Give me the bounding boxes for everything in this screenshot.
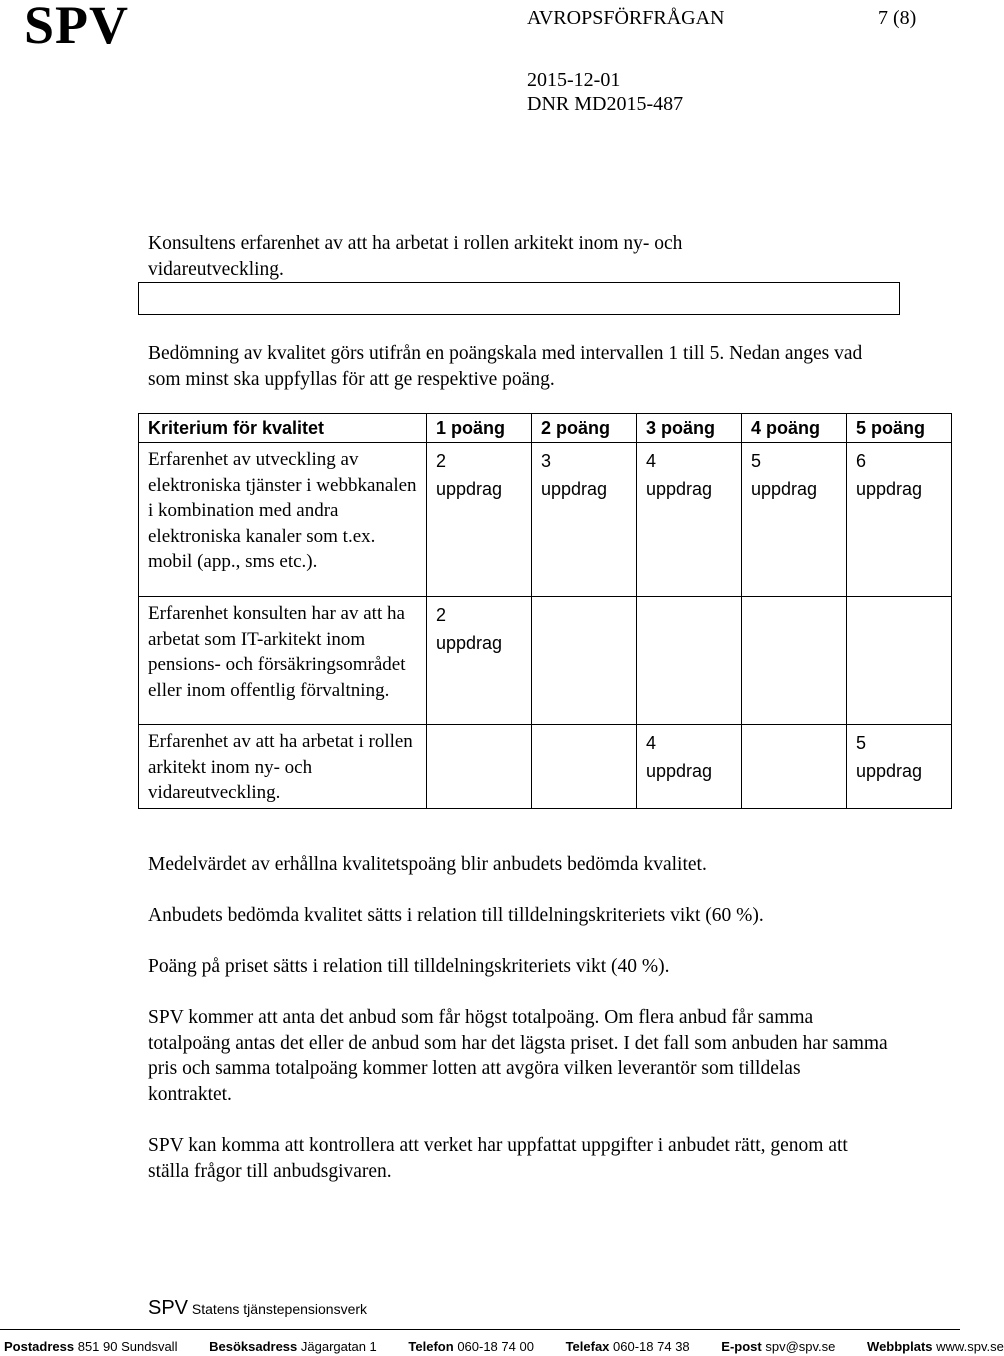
score-cell: 2 uppdrag [427,443,532,597]
postadress-label: Postadress [4,1339,75,1354]
webbplats-label: Webbplats [867,1339,933,1354]
table-row [139,443,952,597]
telefon-value: 060-18 74 00 [457,1339,534,1354]
footer-contact [4,1338,1004,1356]
criterion-cell: Erfarenhet av att ha arbetat i rollen arkitekt inom ny- och vidareutveckling. [139,725,427,809]
document-type: AVROPSFÖRFRÅGAN [527,7,725,29]
score-cell: 5 uppdrag [742,443,847,597]
score-cell [637,597,742,725]
score-cell [532,597,637,725]
footer-divider [0,1329,960,1330]
criterion-cell: Erfarenhet konsulten har av att ha arbetat som IT-arkitekt inom pensions- och försäkringsområdet eller inom offentlig förvaltning. [139,597,427,725]
footer-organisation [148,1297,367,1320]
header-2-points: 2 poäng [532,414,637,443]
besoksadress-label: Besöksadress [209,1339,298,1354]
score-cell: 2 uppdrag [427,597,532,725]
score-cell: 3 uppdrag [532,443,637,597]
intro-text: Konsultens erfarenhet av att ha arbetat i rollen arkitekt inom ny- och vidareutveckling. [148,233,683,280]
score-cell [742,725,847,809]
telefon-label: Telefon [408,1339,454,1354]
score-cell [742,597,847,725]
paragraph-award: SPV kommer att anta det anbud som får högst totalpoäng. Om flera anbud får samma totalpoäng antas det eller de anbud som har det lägsta priset. I det fall som anbuden har samma pris och samma totalpoäng kommer lotten att avgöra vilken leverantör som tilldelas kontraktet. [148,1007,888,1105]
header-criterion: Kriterium för kvalitet [139,414,427,443]
score-cell [847,597,952,725]
spv-logo: SPV [24,0,130,55]
email-link[interactable]: spv@spv.se [765,1339,836,1354]
table-header-row [139,414,952,443]
score-cell: 5 uppdrag [847,725,952,809]
header-4-points: 4 poäng [742,414,847,443]
footer-org-name: Statens tjänstepensionsverk [191,1301,368,1317]
score-cell: 4 uppdrag [637,443,742,597]
header-3-points: 3 poäng [637,414,742,443]
header-1-point: 1 poäng [427,414,532,443]
telefax-label: Telefax [565,1339,610,1354]
score-cell: 4 uppdrag [637,725,742,809]
score-cell [427,725,532,809]
paragraph-quality-weight: Anbudets bedömda kvalitet sätts i relation till tilldelningskriteriets vikt (60 %). [148,905,764,926]
document-dnr: DNR MD2015-487 [527,93,684,115]
scale-text: Bedömning av kvalitet görs utifrån en poängskala med intervallen 1 till 5. Nedan anges vad som minst ska uppfyllas för att ge respektive poäng. [148,343,863,390]
postadress-value: 851 90 Sundsvall [77,1339,178,1354]
score-cell: 6 uppdrag [847,443,952,597]
telefax-value: 060-18 74 38 [613,1339,690,1354]
criterion-cell: Erfarenhet av utveckling av elektroniska tjänster i webbkanalen i kombination med andra elektroniska kanaler som t.ex. mobil (app., sms etc.). [139,443,427,597]
score-cell [532,725,637,809]
paragraph-average: Medelvärdet av erhållna kvalitetspoäng blir anbudets bedömda kvalitet. [148,854,707,875]
website-link[interactable]: www.spv.se [936,1339,1004,1354]
page-number: 7 (8) [878,7,917,29]
besoksadress-value: Jägargatan 1 [300,1339,377,1354]
paragraph-verification: SPV kan komma att kontrollera att verket har uppfattat uppgifter i anbudet rätt, genom att ställa frågor till anbudsgivaren. [148,1135,848,1182]
footer-org-short: SPV [148,1297,189,1319]
table-row [139,725,952,809]
criteria-table [138,413,952,809]
paragraph-price-weight: Poäng på priset sätts i relation till tilldelningskriteriets vikt (40 %). [148,956,670,977]
table-row [139,597,952,725]
document-date: 2015-12-01 [527,69,621,91]
empty-box [138,282,900,315]
header-5-points: 5 poäng [847,414,952,443]
epost-label: E-post [721,1339,762,1354]
